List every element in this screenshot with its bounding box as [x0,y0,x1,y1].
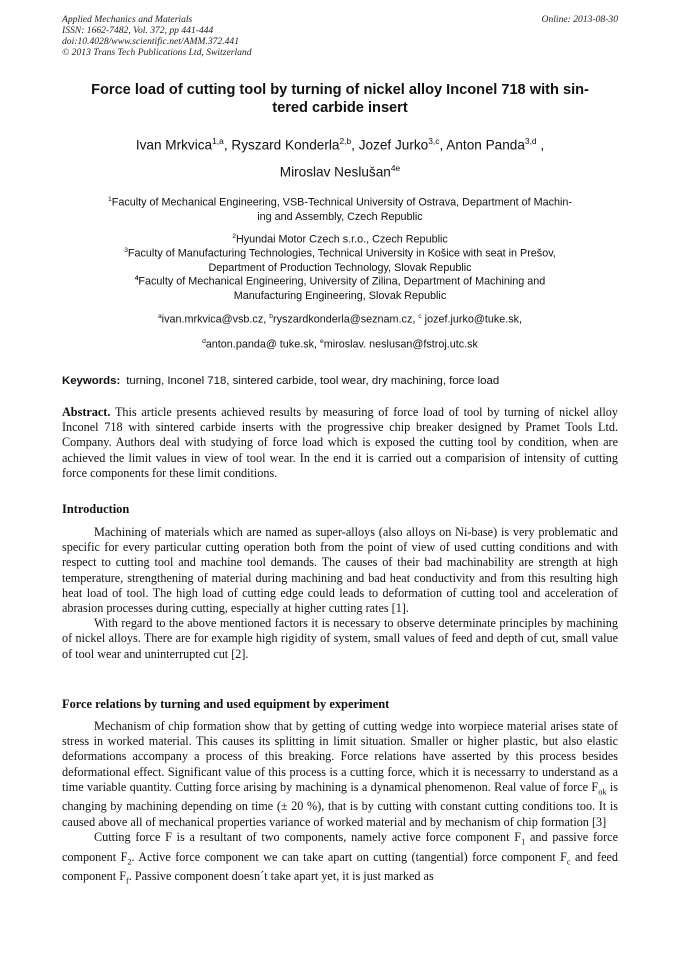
author-sep: , [223,137,232,153]
author-name: Jozef Jurko [358,137,429,153]
paragraph: With regard to the above mentioned factors it is necessary to observe determinate principles by machining of nickel alloys. There are for example high rigidity of system, small values of feed and depth of cut, small value of tool wear and uninterrupted cut [2]. [62,616,618,661]
subscript: 2 [127,856,132,866]
email-link[interactable]: ryszardkonderla@seznam.cz, [272,313,419,326]
affiliation-text: Faculty of Mechanical Engineering, University of Zilina, Department of Machining and [138,275,546,288]
section-heading-introduction: Introduction [62,502,130,516]
author-name: Ryszard Konderla [231,137,340,153]
abstract-text: This article presents achieved results by measuring of force load of tool by turning of nickel alloy Inconel 718 with sintered carbide inserts with the progressive chip breaker designed by Pramet Tools Ltd. Company. Authors deal with studying of force load which is exposed the cutting tool by condition, when are achieved the limit values in view of tool wear. In the end it is carried out a comparision of intensity of cutting force components for these limit conditions. [62,405,618,480]
affiliation-text: Department of Production Technology, Slovak Republic [208,261,472,274]
email-list [62,310,618,351]
author-sup: 3,c [428,136,440,146]
paragraph [62,719,618,830]
title-line-1: Force load of cutting tool by turning of nickel alloy Inconel 718 with sin- [91,82,589,98]
affiliation-3 [62,244,618,275]
author-sup: 3,d [524,136,537,146]
affiliation-num: 4 [134,275,139,282]
author-sep: , [439,137,447,153]
author-sup: 2,b [339,136,352,146]
affiliation-text: Hyundai Motor Czech s.r.o., Czech Republic [235,233,448,246]
author-list [62,130,618,183]
affiliation-text: ing and Assembly, Czech Republic [257,210,423,223]
text-run: is changing by machining depending on time (± 20 %), that is by cutting with constant cutting conditions too. It is caused above all of mechanical properties variance of worked material and by mechanism of chip formation [3] [62,779,618,829]
email-link[interactable]: miroslav. neslusan@fstroj.utc.sk [323,338,478,351]
online-date: Online: 2013-08-30 [541,14,618,25]
title-line-2: tered carbide insert [272,100,408,116]
affiliation-num: 2 [232,233,236,240]
keywords-label: Keywords: [62,375,121,387]
section-heading-force-relations: Force relations by turning and used equipment by experiment [62,697,390,711]
email-sup: a [157,313,162,320]
paragraph: Machining of materials which are named as super-alloys (also alloys on Ni-base) is very problematic and specific for every particular cutting operation both from the point of view of used cutting conditions and with respect to cutting tool and machine tool demands. The causes of their bad machinability are strength at high temperature, strengthening of material during machining and bad heat conductivity and from this resulting high heat load of tool. The high load of cutting edge could leads to deformation of cutting tool and acceleration of abrasion processes during cutting, especially at higher cutting rates [1]. [62,525,618,616]
doi: doi:10.4028/www.scientific.net/AMM.372.441 [62,36,240,47]
email-link[interactable]: anton.panda@ tuke.sk, [205,338,321,351]
email-sup: d [202,337,206,345]
text-run: . Active force component we can take apart on cutting (tangential) force component F [131,849,567,864]
author-name: Ivan Mrkvica [135,137,213,153]
introduction-body [62,525,618,662]
journal-header [62,14,618,58]
email-sup: e [320,337,324,345]
paragraph [62,830,618,889]
email-link[interactable]: ivan.mrkvica@vsb.cz, [161,313,270,326]
affiliation-text: Faculty of Mechanical Engineering, VSB-Technical University of Ostrava, Department of Machin- [111,196,572,209]
affiliation-1 [62,193,618,224]
subscript: ok [598,787,607,797]
copyright: © 2013 Trans Tech Publications Ltd, Switzerland [62,47,252,58]
affiliation-num: 3 [124,247,128,254]
subscript: c [566,856,571,866]
email-link[interactable]: jozef.jurko@tuke.sk, [421,313,523,326]
author-name: Anton Panda [446,137,525,153]
email-sup: c [418,313,422,320]
text-run: Mechanism of chip formation show that by getting of cutting wedge into worpiece material arises state of stress in worked material. This causes its splitting in limit situation. Smaller or higher plastic, but also elastic deformations accompany a process of this breaking. Force relations have asserted by this process besides deformational effect. Significant value of this process is a cutting force, which it is necessarry to understand as a time variable quantity. Cutting force arising by machining is a dynamical phenomenon. Real value of force F [62,719,618,794]
subscript: 1 [521,837,526,847]
affiliation-4 [62,272,618,303]
author-sep: , [351,137,359,153]
keywords [62,374,618,388]
text-run: Cutting force F is a resultant of two components, namely active force component F [94,829,522,844]
email-sup: b [269,313,273,320]
abstract [62,405,618,481]
affiliation-text: Faculty of Manufacturing Technologies, Technical University in Košice with seat in Prešov, [127,247,556,260]
affiliation-num: 1 [108,196,112,203]
author-name: Miroslav Neslušan [279,164,391,180]
author-sup: 4e [390,162,401,173]
author-sup: 1,a [212,136,224,146]
subscript: f [125,876,129,886]
journal-name: Applied Mechanics and Materials [62,14,193,25]
keywords-text: turning, Inconel 718, sintered carbide, tool wear, dry machining, force load [126,375,500,387]
force-section-body [62,719,618,889]
text-run: and passive force component F [62,829,618,864]
paper-title [62,81,618,117]
abstract-label: Abstract. [62,405,111,419]
text-run: . Passive component doesn´t take apart yet, it is just marked as [128,869,434,884]
affiliation-text: Manufacturing Engineering, Slovak Republic [233,289,447,302]
text-run: and feed component F [62,849,618,884]
issn: ISSN: 1662-7482, Vol. 372, pp 441-444 [62,25,214,36]
author-sep: , [536,137,545,153]
